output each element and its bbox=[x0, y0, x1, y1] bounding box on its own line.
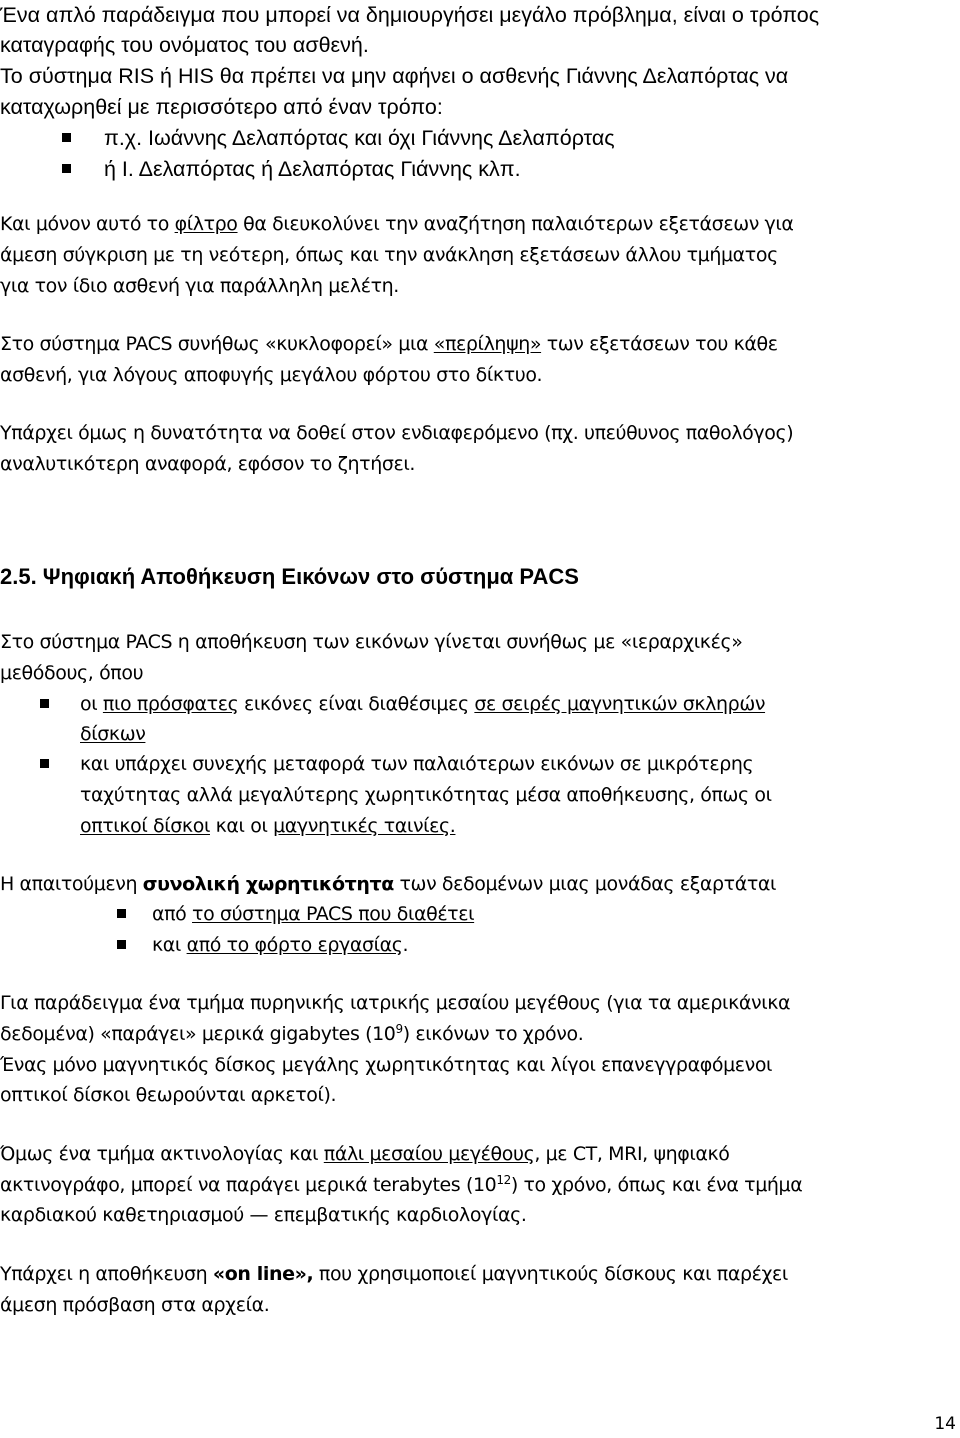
pacs-paragraph-line-2: ασθενή, για λόγους αποφυγής μεγάλου φόρτου στο δίκτυο. bbox=[0, 364, 543, 386]
radiology-paragraph-line-2 bbox=[0, 1170, 958, 1200]
bullet-square-icon bbox=[40, 699, 49, 708]
text-span: , με CT, MRI, ψηφιακό bbox=[534, 1143, 730, 1165]
magnetic-tapes-link[interactable]: μαγνητικές ταινίες. bbox=[273, 815, 456, 837]
summary-link[interactable]: «περίληψη» bbox=[433, 333, 542, 355]
filter-paragraph-line-1 bbox=[0, 209, 958, 239]
text-span: από bbox=[152, 903, 193, 925]
filter-paragraph-line-2: άμεση σύγκριση με τη νεότερη, όπως και την ανάκληση εξετάσεων άλλου τμήματος bbox=[0, 244, 778, 266]
bold-term: συνολική χωρητικότητα bbox=[142, 873, 394, 895]
text-span: Η απαιτούμενη bbox=[0, 873, 143, 895]
example-paragraph-line-1: Για παράδειγμα ένα τμήμα πυρηνικής ιατρικής μεσαίου μεγέθους (για τα αμερικάνικα bbox=[0, 992, 791, 1014]
section-heading: 2.5. Ψηφιακή Αποθήκευση Εικόνων στο σύστημα PACS bbox=[0, 564, 579, 589]
capacity-paragraph-line-1 bbox=[0, 869, 958, 899]
example-paragraph-line-3: Ένας μόνο μαγνητικός δίσκος μεγάλης χωρητικότητας και λίγοι επανεγγραφόμενοι bbox=[0, 1054, 773, 1076]
exponent: 12 bbox=[496, 1173, 511, 1187]
intro-bullet-2: ή Ι. Δελαπόρτας ή Δελαπόρτας Γιάννης κλπ. bbox=[104, 157, 521, 181]
bullet-square-icon bbox=[117, 909, 126, 918]
text-span: Όμως ένα τμήμα ακτινολογίας και bbox=[0, 1143, 324, 1165]
medium-size-link[interactable]: πάλι μεσαίου μεγέθους bbox=[323, 1143, 535, 1165]
text-span: των εξετάσεων του κάθε bbox=[541, 333, 778, 355]
text-span: θα διευκολύνει την αναζήτηση παλαιότερων εξετάσεων για bbox=[237, 213, 794, 235]
storage-paragraph-line-2: μεθόδους, όπου bbox=[0, 662, 144, 684]
example-paragraph-line-4: οπτικοί δίσκοι θεωρούνται αρκετοί). bbox=[0, 1084, 337, 1106]
bold-term: «on line», bbox=[212, 1263, 314, 1285]
recent-link[interactable]: πιο πρόσφατες bbox=[102, 693, 239, 715]
online-paragraph-line-2: άμεση πρόσβαση στα αρχεία. bbox=[0, 1294, 270, 1316]
storage-bullet-2-line-1: και υπάρχει συνεχής μεταφορά των παλαιότερων εικόνων σε μικρότερης bbox=[80, 753, 754, 775]
storage-bullet-1-line-2 bbox=[80, 719, 145, 749]
storage-bullet-1-line-1 bbox=[80, 689, 765, 719]
online-paragraph-line-1 bbox=[0, 1259, 958, 1289]
pacs-paragraph-line-1 bbox=[0, 329, 958, 359]
disks-link[interactable]: δίσκων bbox=[80, 723, 146, 745]
filter-paragraph-line-3: για τον ίδιο ασθενή για παράλληλη μελέτη. bbox=[0, 275, 399, 297]
storage-bullet-2-line-3 bbox=[80, 811, 455, 841]
example-paragraph-line-2 bbox=[0, 1019, 958, 1049]
disk-arrays-link[interactable]: σε σειρές μαγνητικών σκληρών bbox=[474, 693, 766, 715]
workload-link[interactable]: από το φόρτο εργασίας bbox=[186, 934, 403, 956]
storage-bullet-2-line-2: ταχύτητας αλλά μεγαλύτερης χωρητικότητας μέσα αποθήκευσης, όπως οι bbox=[80, 784, 772, 806]
bullet-square-icon bbox=[117, 940, 126, 949]
intro-line-2: καταγραφής του ονόματος του ασθενή. bbox=[0, 33, 369, 57]
capacity-bullet-1 bbox=[152, 899, 474, 929]
text-span: που χρησιμοποιεί μαγνητικούς δίσκους και παρέχει bbox=[313, 1263, 788, 1285]
intro-bullet-1: π.χ. Ιωάννης Δελαπόρτας και όχι Γιάννης Δελαπόρτας bbox=[104, 126, 615, 150]
text-span: Στο σύστημα PACS συνήθως «κυκλοφορεί» μια bbox=[0, 333, 434, 355]
filter-link[interactable]: φίλτρο bbox=[174, 213, 238, 235]
page-number: 14 bbox=[934, 1414, 956, 1434]
report-paragraph-line-2: αναλυτικότερη αναφορά, εφόσον το ζητήσει. bbox=[0, 453, 416, 475]
report-paragraph-line-1: Υπάρχει όμως η δυνατότητα να δοθεί στον ενδιαφερόμενο (πχ. υπεύθυνος παθολόγος) bbox=[0, 422, 794, 444]
intro-line-1: Ένα απλό παράδειγμα που μπορεί να δημιουργήσει μεγάλο πρόβλημα, είναι ο τρόπος bbox=[0, 3, 820, 27]
text-span: εικόνες είναι διαθέσιμες bbox=[238, 693, 475, 715]
radiology-paragraph-line-3: καρδιακού καθετηριασμού — επεμβατικής καρδιολογίας. bbox=[0, 1204, 527, 1226]
intro-line-3: Το σύστημα RIS ή HIS θα πρέπει να μην αφήνει ο ασθενής Γιάννης Δελαπόρτας να bbox=[0, 64, 789, 88]
storage-paragraph-line-1: Στο σύστημα PACS η αποθήκευση των εικόνων γίνεται συνήθως με «ιεραρχικές» bbox=[0, 631, 743, 653]
intro-line-4: καταχωρηθεί με περισσότερο από έναν τρόπο: bbox=[0, 95, 443, 119]
text-span: ) εικόνων το χρόνο. bbox=[402, 1023, 584, 1045]
text-span: και οι bbox=[209, 815, 274, 837]
optical-disks-link[interactable]: οπτικοί δίσκοι bbox=[80, 815, 210, 837]
radiology-paragraph-line-1 bbox=[0, 1139, 958, 1169]
text-span: οι bbox=[80, 693, 103, 715]
text-span: ακτινογράφο, μπορεί να παράγει μερικά terabytes (10 bbox=[0, 1174, 497, 1196]
text-span: . bbox=[402, 934, 409, 956]
text-span: ) το χρόνο, όπως και ένα τμήμα bbox=[510, 1174, 803, 1196]
text-span: Και μόνον αυτό το bbox=[0, 213, 175, 235]
pacs-system-link[interactable]: το σύστημα PACS που διαθέτει bbox=[192, 903, 475, 925]
bullet-square-icon bbox=[62, 164, 71, 173]
text-span: δεδομένα) «παράγει» μερικά gigabytes (10 bbox=[0, 1023, 396, 1045]
bullet-square-icon bbox=[62, 133, 71, 142]
bullet-square-icon bbox=[40, 759, 49, 768]
text-span: Υπάρχει η αποθήκευση bbox=[0, 1263, 213, 1285]
capacity-bullet-2 bbox=[152, 930, 408, 960]
text-span: και bbox=[152, 934, 187, 956]
exponent: 9 bbox=[395, 1022, 403, 1036]
text-span: των δεδομένων μιας μονάδας εξαρτάται bbox=[393, 873, 777, 895]
